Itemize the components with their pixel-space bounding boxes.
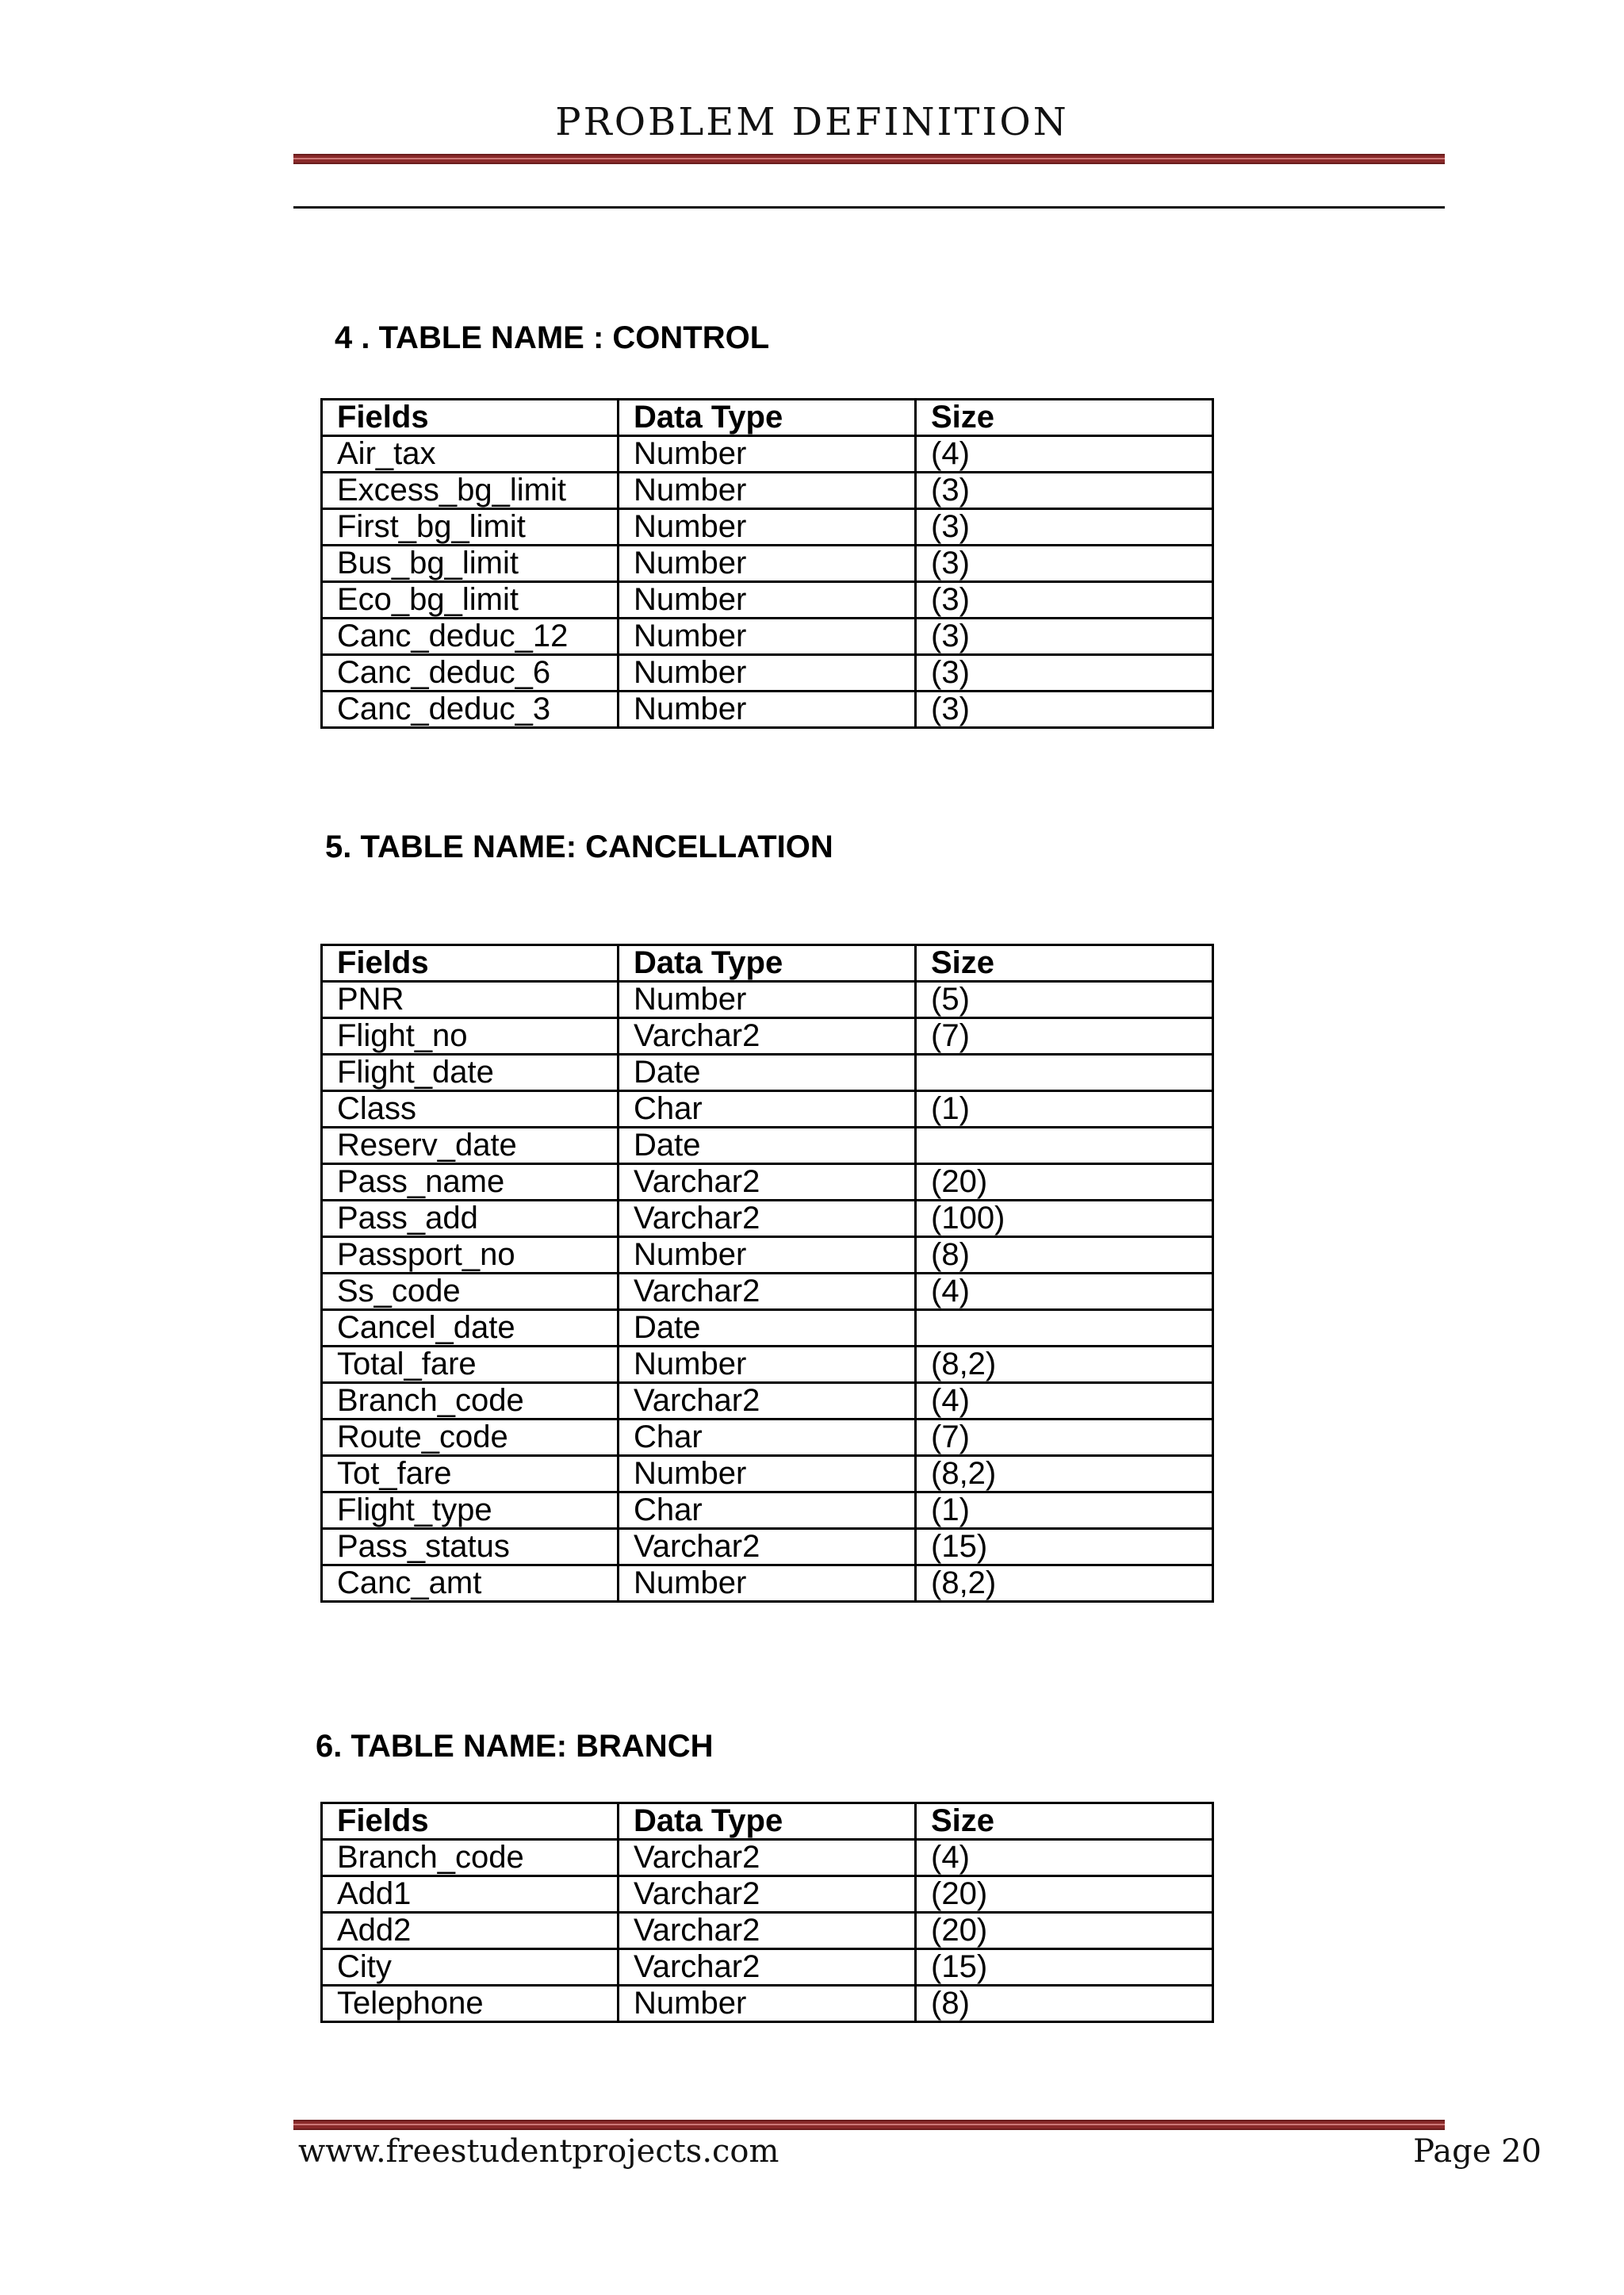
- table-body-cancellation: [322, 982, 1213, 1602]
- cell-field-name: Ss_code: [322, 1274, 619, 1310]
- table-row: [322, 1310, 1213, 1347]
- table-row: [322, 546, 1213, 582]
- column-header-fields: Fields: [322, 945, 619, 982]
- page-header-title: PROBLEM DEFINITION: [555, 100, 1069, 144]
- header-rule-thin: [293, 206, 1445, 209]
- cell-size: (4): [916, 1274, 1213, 1310]
- table-header-row: [322, 945, 1213, 982]
- section-heading-branch: 6. TABLE NAME: BRANCH: [316, 1729, 714, 1764]
- cell-size: (8,2): [916, 1347, 1213, 1383]
- cell-data-type: Date: [619, 1128, 916, 1164]
- cell-data-type: Char: [619, 1091, 916, 1128]
- cell-field-name: Class: [322, 1091, 619, 1128]
- table-row: [322, 1347, 1213, 1383]
- cell-field-name: Air_tax: [322, 436, 619, 473]
- cell-data-type: Char: [619, 1420, 916, 1456]
- cell-size: (4): [916, 436, 1213, 473]
- cell-field-name: Canc_deduc_3: [322, 692, 619, 728]
- column-header-data-type: Data Type: [619, 1803, 916, 1840]
- cell-data-type: Number: [619, 473, 916, 509]
- table-branch: [320, 1802, 1214, 2023]
- cell-field-name: Route_code: [322, 1420, 619, 1456]
- column-header-size: Size: [916, 1803, 1213, 1840]
- column-header-size: Size: [916, 945, 1213, 982]
- cell-size: (3): [916, 582, 1213, 619]
- cell-field-name: Add2: [322, 1913, 619, 1949]
- cell-data-type: Varchar2: [619, 1840, 916, 1876]
- cell-size: (3): [916, 619, 1213, 655]
- footer-rule-thick: [293, 2120, 1445, 2130]
- table-row: [322, 1091, 1213, 1128]
- cell-size: (20): [916, 1876, 1213, 1913]
- table-row: [322, 1383, 1213, 1420]
- header-rule-thick: [293, 154, 1445, 164]
- cell-data-type: Number: [619, 582, 916, 619]
- cell-size: (8): [916, 1986, 1213, 2022]
- table-row: [322, 1492, 1213, 1529]
- table-row: [322, 1913, 1213, 1949]
- cell-field-name: PNR: [322, 982, 619, 1018]
- cell-size: (3): [916, 692, 1213, 728]
- table-row: [322, 436, 1213, 473]
- cell-field-name: Pass_status: [322, 1529, 619, 1565]
- table-row: [322, 1986, 1213, 2022]
- cell-data-type: Number: [619, 1986, 916, 2022]
- cell-size: (100): [916, 1201, 1213, 1237]
- cell-field-name: Pass_add: [322, 1201, 619, 1237]
- cell-data-type: Varchar2: [619, 1949, 916, 1986]
- cell-field-name: Reserv_date: [322, 1128, 619, 1164]
- cell-data-type: Varchar2: [619, 1529, 916, 1565]
- cell-data-type: Varchar2: [619, 1164, 916, 1201]
- cell-data-type: Number: [619, 1456, 916, 1492]
- cell-size: (7): [916, 1420, 1213, 1456]
- table-row: [322, 1565, 1213, 1602]
- cell-size: (3): [916, 473, 1213, 509]
- cell-field-name: Eco_bg_limit: [322, 582, 619, 619]
- cell-size: (8,2): [916, 1565, 1213, 1602]
- cell-data-type: Number: [619, 436, 916, 473]
- cell-field-name: Branch_code: [322, 1383, 619, 1420]
- cell-size: (1): [916, 1091, 1213, 1128]
- table-row: [322, 1237, 1213, 1274]
- table-row: [322, 1128, 1213, 1164]
- cell-size: (20): [916, 1913, 1213, 1949]
- cell-data-type: Date: [619, 1055, 916, 1091]
- table-row: [322, 1840, 1213, 1876]
- cell-field-name: Add1: [322, 1876, 619, 1913]
- cell-data-type: Varchar2: [619, 1201, 916, 1237]
- table-row: [322, 1456, 1213, 1492]
- cell-field-name: Branch_code: [322, 1840, 619, 1876]
- cell-size: [916, 1055, 1213, 1091]
- cell-data-type: Number: [619, 655, 916, 692]
- cell-field-name: Cancel_date: [322, 1310, 619, 1347]
- cell-size: (3): [916, 546, 1213, 582]
- table-cancellation: [320, 944, 1214, 1603]
- column-header-fields: Fields: [322, 1803, 619, 1840]
- table-row: [322, 1164, 1213, 1201]
- cell-size: (3): [916, 509, 1213, 546]
- cell-data-type: Number: [619, 1565, 916, 1602]
- cell-data-type: Varchar2: [619, 1913, 916, 1949]
- cell-size: (5): [916, 982, 1213, 1018]
- cell-field-name: Flight_no: [322, 1018, 619, 1055]
- table-body-branch: [322, 1840, 1213, 2022]
- cell-size: (7): [916, 1018, 1213, 1055]
- table-row: [322, 1274, 1213, 1310]
- table-control: [320, 398, 1214, 729]
- table-row: [322, 619, 1213, 655]
- cell-data-type: Varchar2: [619, 1383, 916, 1420]
- cell-data-type: Number: [619, 1237, 916, 1274]
- cell-field-name: Flight_type: [322, 1492, 619, 1529]
- cell-field-name: Tot_fare: [322, 1456, 619, 1492]
- cell-field-name: Canc_deduc_6: [322, 655, 619, 692]
- cell-size: (3): [916, 655, 1213, 692]
- column-header-data-type: Data Type: [619, 400, 916, 436]
- table-row: [322, 473, 1213, 509]
- cell-data-type: Number: [619, 509, 916, 546]
- cell-size: (20): [916, 1164, 1213, 1201]
- cell-data-type: Number: [619, 546, 916, 582]
- cell-size: (4): [916, 1383, 1213, 1420]
- table-row: [322, 1201, 1213, 1237]
- cell-data-type: Char: [619, 1492, 916, 1529]
- table-header-row: [322, 400, 1213, 436]
- column-header-fields: Fields: [322, 400, 619, 436]
- footer-page-number: Page 20: [1413, 2133, 1542, 2170]
- table-row: [322, 1529, 1213, 1565]
- cell-data-type: Number: [619, 982, 916, 1018]
- cell-data-type: Varchar2: [619, 1876, 916, 1913]
- cell-field-name: First_bg_limit: [322, 509, 619, 546]
- table-row: [322, 1949, 1213, 1986]
- section-heading-control: 4 . TABLE NAME : CONTROL: [335, 320, 770, 355]
- cell-field-name: Excess_bg_limit: [322, 473, 619, 509]
- cell-size: (15): [916, 1529, 1213, 1565]
- cell-field-name: Bus_bg_limit: [322, 546, 619, 582]
- footer-website-link[interactable]: www.freestudentprojects.com: [298, 2133, 779, 2170]
- cell-size: [916, 1310, 1213, 1347]
- cell-field-name: Total_fare: [322, 1347, 619, 1383]
- table-row: [322, 1055, 1213, 1091]
- cell-size: (4): [916, 1840, 1213, 1876]
- cell-data-type: Varchar2: [619, 1018, 916, 1055]
- cell-size: (8): [916, 1237, 1213, 1274]
- table-row: [322, 655, 1213, 692]
- cell-data-type: Varchar2: [619, 1274, 916, 1310]
- cell-size: [916, 1128, 1213, 1164]
- cell-data-type: Date: [619, 1310, 916, 1347]
- cell-field-name: Canc_amt: [322, 1565, 619, 1602]
- column-header-size: Size: [916, 400, 1213, 436]
- cell-field-name: City: [322, 1949, 619, 1986]
- cell-data-type: Number: [619, 1347, 916, 1383]
- table-row: [322, 1876, 1213, 1913]
- table-row: [322, 1018, 1213, 1055]
- column-header-data-type: Data Type: [619, 945, 916, 982]
- table-header-row: [322, 1803, 1213, 1840]
- cell-size: (1): [916, 1492, 1213, 1529]
- cell-data-type: Number: [619, 692, 916, 728]
- cell-field-name: Flight_date: [322, 1055, 619, 1091]
- table-row: [322, 692, 1213, 728]
- cell-field-name: Pass_name: [322, 1164, 619, 1201]
- table-row: [322, 982, 1213, 1018]
- cell-size: (15): [916, 1949, 1213, 1986]
- table-row: [322, 582, 1213, 619]
- table-body-control: [322, 436, 1213, 728]
- table-row: [322, 509, 1213, 546]
- cell-data-type: Number: [619, 619, 916, 655]
- cell-size: (8,2): [916, 1456, 1213, 1492]
- cell-field-name: Telephone: [322, 1986, 619, 2022]
- cell-field-name: Passport_no: [322, 1237, 619, 1274]
- section-heading-cancellation: 5. TABLE NAME: CANCELLATION: [325, 829, 833, 864]
- cell-field-name: Canc_deduc_12: [322, 619, 619, 655]
- table-row: [322, 1420, 1213, 1456]
